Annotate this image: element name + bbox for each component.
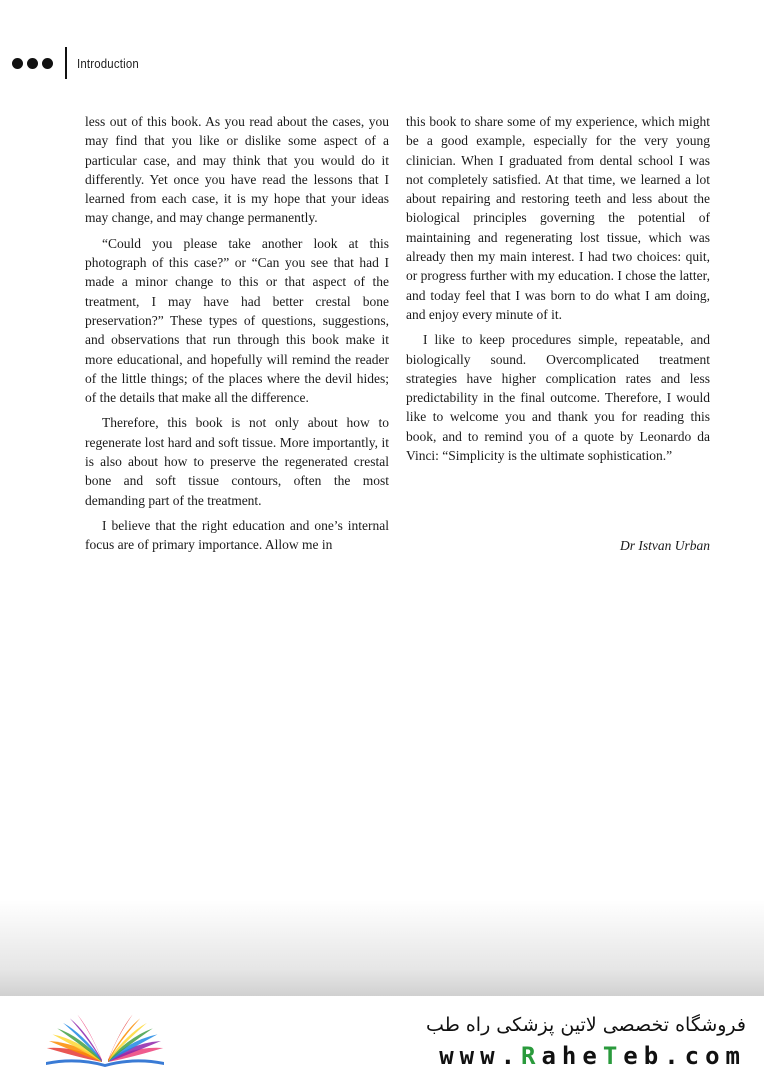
page-header <box>12 46 147 80</box>
paragraph: less out of this book. As you read about the cases, you may find that you like or dislike some aspect of a particular case, and may think that you would do it differently. Yet once you have read the lessons that I learned from each case, it is my hope that your ideas may change, and may change permanently. <box>85 114 389 226</box>
shop-url-link[interactable] <box>439 1042 746 1070</box>
url-accent: T <box>602 1042 624 1070</box>
url-accent: R <box>521 1042 542 1070</box>
paragraph: “Could you please take another look at this photograph of this case?” or “Can you see that had I made a minor change to this or that aspect of the treatment, I may have had better crestal bone preservation?” These types of questions, suggestions, and observations that run through this book make it more educational, and hopefully will remind the reader of the little things; of the places where the devil hides; of the details that make all the difference. <box>85 235 389 406</box>
section-title: Introduction <box>77 55 139 71</box>
dot-icon <box>27 58 38 69</box>
dot-icon <box>12 58 23 69</box>
url-prefix: www. <box>439 1042 522 1070</box>
footer-shadow <box>0 900 764 1000</box>
header-dots <box>12 58 53 69</box>
header-divider <box>65 47 67 79</box>
paragraph: Therefore, this book is not only about how to regenerate lost hard and soft tissue. More importantly, it is also about how to preserve the regenerated crestal bone and soft tissue contours, often the most demanding part of the treatment. <box>85 415 389 508</box>
watermark-footer <box>0 996 764 1080</box>
open-book-logo-icon <box>40 1006 170 1068</box>
logo-book-base <box>46 1059 164 1067</box>
url-suffix: eb.com <box>623 1042 746 1070</box>
shop-name: فروشگاه تخصصی لاتین پزشکی راه طب <box>426 1014 746 1036</box>
right-column <box>406 112 710 471</box>
paragraph: this book to share some of my experience, which might be a good example, especially for the very young clinician. When I graduated from dental school I was not completely satisfied. At that time, we learned a lot about repairing and restoring teeth and less about the biological principles governing the potential of maintaining and regenerating lost tissue, which was already then my main interest. I had two choices: quit, or progress further with my education. I chose the latter, and today feel that I was born to do what I am doing, and enjoy every minute of it. <box>406 114 710 322</box>
left-column <box>85 112 389 561</box>
paragraph: I believe that the right education and one’s internal focus are of primary importance. Allow me in <box>85 517 389 553</box>
url-mid: ahe <box>541 1042 603 1070</box>
dot-icon <box>42 58 53 69</box>
paragraph: I like to keep procedures simple, repeatable, and biologically sound. Overcomplicated treatment strategies have higher complication rates and less predictability in the final outcome. Therefore, I would like to welcome you and thank you for reading this book, and to remind you of a quote by Leonardo da Vinci: “Simplicity is the ultimate sophistication.” <box>406 332 710 464</box>
author-signature: Dr Istvan Urban <box>620 538 710 553</box>
